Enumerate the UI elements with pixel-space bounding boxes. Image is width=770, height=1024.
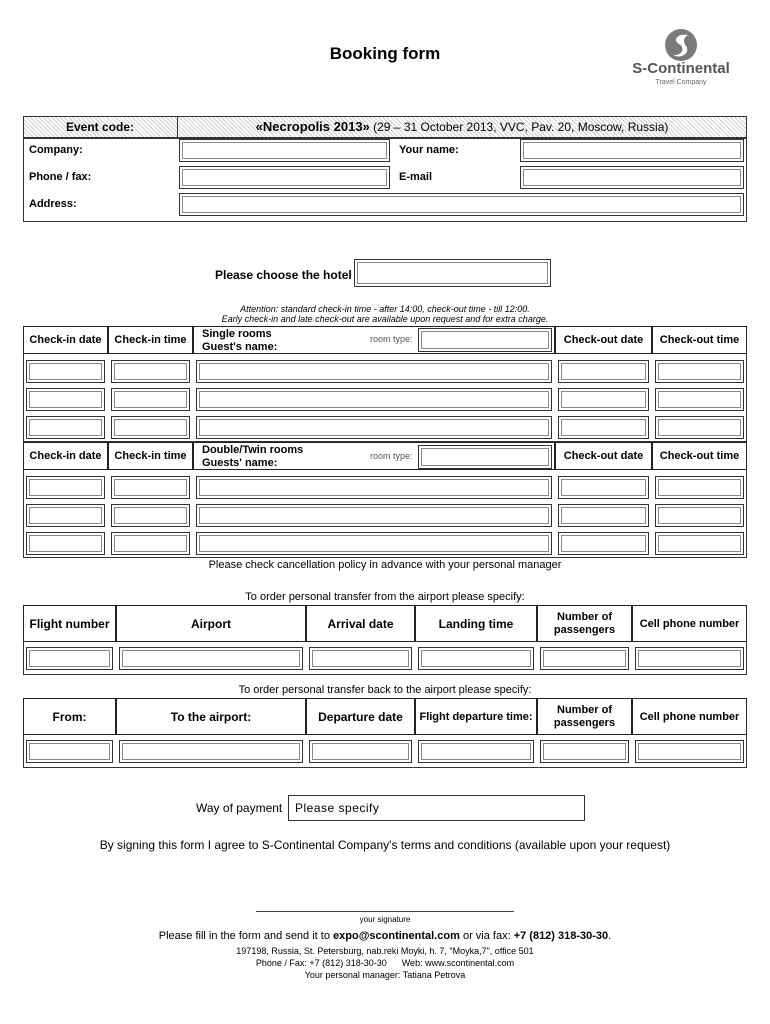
- departure-date-input[interactable]: [309, 740, 412, 763]
- event-name: «Necropolis 2013»: [255, 119, 370, 134]
- signature-line[interactable]: [256, 911, 514, 912]
- single-checkin-time-header: Check-in time: [108, 326, 193, 354]
- email-label: E-mail: [399, 171, 433, 183]
- double-checkout-date-header: Check-out date: [555, 442, 652, 470]
- single-room-label: Single rooms: [202, 328, 272, 340]
- fax-prefix: or via fax:: [459, 930, 514, 942]
- event-code-label: Event code:: [65, 120, 134, 134]
- passengers-input[interactable]: [540, 647, 629, 670]
- contact-fax: +7 (812) 318-30-30: [513, 930, 609, 942]
- airport-input[interactable]: [119, 647, 303, 670]
- logo-subtitle: Travel Company: [655, 79, 707, 86]
- return-passengers-label-1: Number of: [557, 703, 612, 716]
- single-room-type-label: room type:: [370, 334, 413, 344]
- double-checkin-date-input[interactable]: [26, 476, 105, 499]
- single-guest-input[interactable]: [196, 416, 552, 439]
- page-title: Booking form: [329, 44, 441, 63]
- from-header: From:: [23, 698, 116, 735]
- single-guest-label: Guest's name:: [202, 341, 278, 353]
- passengers-label-1: Number of: [557, 610, 612, 623]
- double-room-type-label: room type:: [370, 451, 413, 461]
- single-checkout-date-header: Check-out date: [555, 326, 652, 354]
- double-checkin-date-input[interactable]: [26, 504, 105, 527]
- send-prefix: Please fill in the form and send it to: [158, 930, 334, 942]
- landing-time-header: Landing time: [415, 605, 537, 642]
- double-guest-input[interactable]: [196, 504, 552, 527]
- double-checkout-date-input[interactable]: [558, 476, 649, 499]
- return-passengers-input[interactable]: [540, 740, 629, 763]
- single-checkin-time-input[interactable]: [111, 416, 190, 439]
- flight-number-header: Flight number: [23, 605, 116, 642]
- email-input[interactable]: [520, 166, 744, 189]
- phone-web: Phone / Fax: +7 (812) 318-30-30 Web: www.scontinental.com: [255, 958, 515, 968]
- return-cell-phone-header: Cell phone number: [632, 698, 747, 735]
- double-checkout-time-input[interactable]: [655, 504, 744, 527]
- single-checkin-date-input[interactable]: [26, 416, 105, 439]
- agreement-text: By signing this form I agree to S-Continental Company's terms and conditions (available upon your request): [99, 838, 671, 852]
- double-guest-input[interactable]: [196, 476, 552, 499]
- double-guest-label: Guests' name:: [202, 457, 278, 469]
- company-label: Company:: [29, 144, 83, 156]
- payment-value: Please specify: [295, 801, 380, 815]
- single-checkout-date-input[interactable]: [558, 416, 649, 439]
- single-checkin-time-input[interactable]: [111, 388, 190, 411]
- double-checkin-date-header: Check-in date: [23, 442, 108, 470]
- double-checkin-time-input[interactable]: [111, 504, 190, 527]
- double-checkin-time-input[interactable]: [111, 532, 190, 555]
- flight-departure-time-input[interactable]: [418, 740, 534, 763]
- choose-hotel-label: Please choose the hotel: [215, 268, 352, 282]
- double-room-type-input[interactable]: [418, 445, 552, 469]
- cell-phone-input[interactable]: [635, 647, 744, 670]
- phone-fax-input[interactable]: [179, 166, 390, 189]
- contact-email[interactable]: expo@scontinental.com: [333, 930, 460, 942]
- double-checkout-time-header: Check-out time: [652, 442, 747, 470]
- from-input[interactable]: [26, 740, 113, 763]
- company-address: 197198, Russia, St. Petersburg, nab.reki Moyki, h. 7, "Moyka,7", office 501: [236, 946, 534, 956]
- single-checkin-date-header: Check-in date: [23, 326, 108, 354]
- event-code-value: [177, 119, 747, 134]
- return-passengers-label-2: passengers: [553, 716, 616, 729]
- return-cell-phone-input[interactable]: [635, 740, 744, 763]
- address-input[interactable]: [179, 193, 744, 216]
- payment-label: Way of payment: [196, 801, 283, 815]
- double-checkout-time-input[interactable]: [655, 476, 744, 499]
- personal-manager: Your personal manager: Tatiana Petrova: [304, 970, 466, 980]
- passengers-header: [537, 605, 632, 642]
- flight-number-input[interactable]: [26, 647, 113, 670]
- single-checkout-time-header: Check-out time: [652, 326, 747, 354]
- landing-time-input[interactable]: [418, 647, 534, 670]
- address-label: Address:: [29, 198, 77, 210]
- cancellation-note: Please check cancellation policy in advance with your personal manager: [208, 559, 562, 571]
- arrival-date-input[interactable]: [309, 647, 412, 670]
- double-checkout-time-input[interactable]: [655, 532, 744, 555]
- send-instructions: [0, 930, 770, 942]
- single-guest-input[interactable]: [196, 360, 552, 383]
- attention-note-2: Early check-in and late check-out are available upon request and for extra charge.: [221, 314, 549, 324]
- double-checkin-date-input[interactable]: [26, 532, 105, 555]
- payment-select[interactable]: [288, 795, 585, 821]
- single-guest-input[interactable]: [196, 388, 552, 411]
- transfer-from-intro: To order personal transfer from the airport please specify:: [245, 591, 525, 603]
- attention-note-1: Attention: standard check-in time - after 14:00, check-out time - till 12:00.: [240, 304, 530, 314]
- single-room-type-input[interactable]: [418, 328, 552, 352]
- company-input[interactable]: [179, 139, 390, 162]
- double-room-label: Double/Twin rooms: [202, 444, 304, 456]
- your-name-input[interactable]: [520, 139, 744, 162]
- single-room-header: [193, 326, 555, 354]
- return-passengers-header: [537, 698, 632, 735]
- double-guest-input[interactable]: [196, 532, 552, 555]
- single-checkout-date-input[interactable]: [558, 360, 649, 383]
- transfer-to-intro: To order personal transfer back to the airport please specify:: [238, 684, 532, 696]
- single-checkout-time-input[interactable]: [655, 388, 744, 411]
- s-swirl-globe-icon: [664, 28, 698, 62]
- arrival-date-header: Arrival date: [306, 605, 415, 642]
- passengers-label-2: passengers: [553, 623, 616, 636]
- double-checkout-date-input[interactable]: [558, 504, 649, 527]
- single-checkin-date-input[interactable]: [26, 388, 105, 411]
- single-checkin-time-input[interactable]: [111, 360, 190, 383]
- cell-phone-header: Cell phone number: [632, 605, 747, 642]
- double-checkin-time-header: Check-in time: [108, 442, 193, 470]
- single-checkout-time-input[interactable]: [655, 360, 744, 383]
- event-details: (29 – 31 October 2013, VVC, Pav. 20, Moscow, Russia): [369, 120, 669, 134]
- double-checkout-date-input[interactable]: [558, 532, 649, 555]
- to-airport-header: To the airport:: [116, 698, 306, 735]
- double-checkin-time-input[interactable]: [111, 476, 190, 499]
- single-checkin-date-input[interactable]: [26, 360, 105, 383]
- signature-label: your signature: [359, 915, 411, 924]
- hotel-input[interactable]: [354, 259, 551, 287]
- to-airport-input[interactable]: [119, 740, 303, 763]
- phone-fax-label: Phone / fax:: [29, 171, 92, 183]
- airport-header: Airport: [116, 605, 306, 642]
- departure-date-header: Departure date: [306, 698, 415, 735]
- your-name-label: Your name:: [399, 144, 459, 156]
- single-checkout-date-input[interactable]: [558, 388, 649, 411]
- logo-name: S-Continental: [632, 60, 730, 77]
- flight-departure-time-header: Flight departure time:: [415, 698, 537, 735]
- fax-suffix: .: [608, 930, 612, 942]
- single-checkout-time-input[interactable]: [655, 416, 744, 439]
- double-room-header: [193, 442, 555, 470]
